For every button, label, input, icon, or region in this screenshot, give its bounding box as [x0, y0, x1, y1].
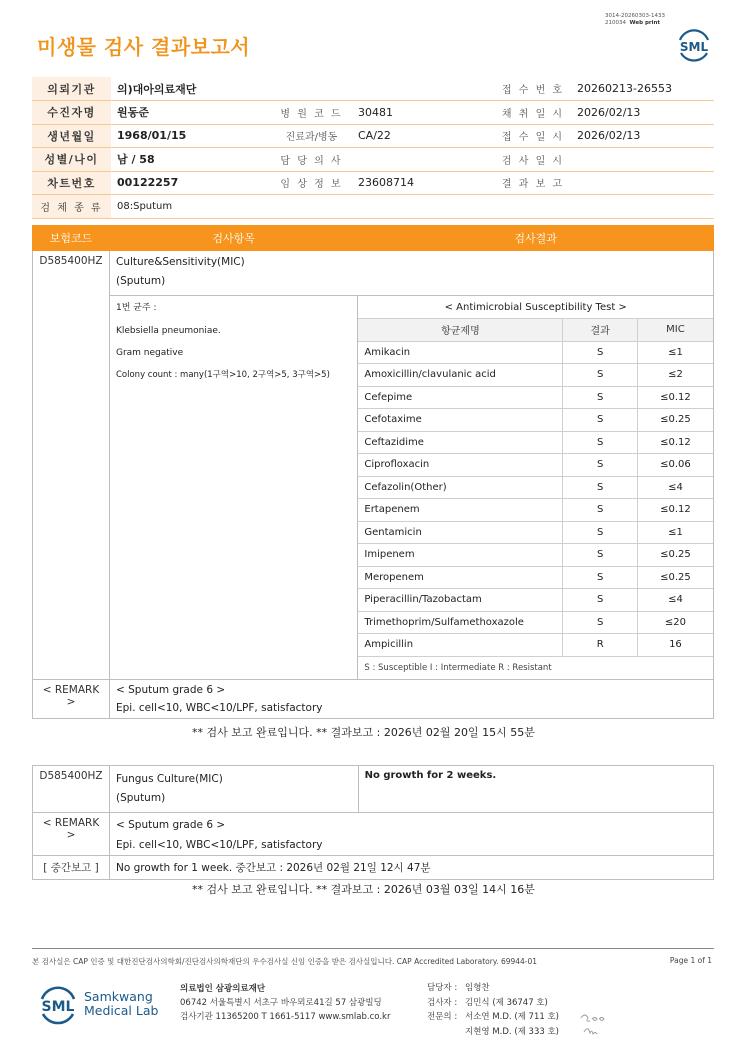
- ast-header-result: 결과: [563, 319, 637, 342]
- footer-divider: [32, 948, 714, 949]
- ast-row: [358, 499, 713, 522]
- req-org-value: 의)대아의료재단: [111, 77, 495, 101]
- test-specimen: (Sputum): [115, 275, 166, 287]
- req-org-label: 의뢰기관: [32, 77, 111, 101]
- sex-age-value: 남 / 58: [111, 148, 271, 172]
- ast-drug: Gentamicin: [358, 521, 563, 544]
- ast-row: [358, 454, 713, 477]
- logo-text: SML: [679, 40, 709, 54]
- ast-drug: Imipenem: [358, 544, 563, 567]
- clinical-value: 23608714: [352, 171, 495, 195]
- patient-info-table: [32, 77, 714, 219]
- staff-info: [427, 981, 559, 1039]
- ast-drug: Amoxicillin/clavulanic acid: [358, 364, 563, 387]
- hosp-code-label: 병 원 코 드: [271, 101, 352, 125]
- tester-name: 김민식 (제 36747 호): [465, 997, 548, 1008]
- brand-line1: Samkwang: [84, 989, 153, 1004]
- ast-result: S: [563, 611, 637, 634]
- ast-row: [358, 566, 713, 589]
- ast-mic: ≤0.25: [637, 544, 713, 567]
- document-id: [605, 13, 665, 26]
- organism-number: 1번 균주 :: [115, 303, 157, 313]
- ast-drug: Cefazolin(Other): [358, 476, 563, 499]
- ast-title: < Antimicrobial Susceptibility Test >: [358, 296, 713, 319]
- test-date-value: [571, 148, 714, 172]
- ast-body: [358, 341, 713, 656]
- doc-id-line1: 3014-20260303-1433: [605, 13, 665, 19]
- ast-drug: Ciprofloxacin: [358, 454, 563, 477]
- remark-detail: Epi. cell<10, WBC<10/LPF, satisfactory: [109, 696, 713, 719]
- doc-id-line2: 210034: [605, 19, 626, 26]
- ast-header-drug: 항균제명: [358, 319, 563, 342]
- brand-line2: Medical Lab: [84, 1003, 159, 1018]
- insurance-code: D585400HZ: [33, 251, 110, 680]
- ast-mic: ≤2: [637, 364, 713, 387]
- tester-label: 검사자 :: [427, 997, 458, 1008]
- sex-age-label: 성별/나이: [32, 148, 111, 172]
- signature-icon: [578, 1010, 612, 1040]
- collect-date-value: 2026/02/13: [571, 101, 714, 125]
- receipt-date-value: 2026/02/13: [571, 124, 714, 148]
- insurance-code-2: D585400HZ: [33, 766, 110, 813]
- expert-name-2: 지현영 M.D. (제 333 호): [465, 1026, 560, 1037]
- ast-row: [358, 386, 713, 409]
- ast-drug: Amikacin: [358, 341, 563, 364]
- organism-name: Klebsiella pneumoniae.: [115, 326, 221, 336]
- brand-name: [84, 990, 158, 1018]
- specimen-label: 검 체 종 류: [32, 195, 111, 219]
- birth-label: 생년월일: [32, 124, 111, 148]
- hosp-code-value: 30481: [352, 101, 495, 125]
- ast-table: [358, 296, 713, 679]
- ast-mic: ≤20: [637, 611, 713, 634]
- fungus-result-table: [32, 765, 714, 880]
- ast-row: [358, 476, 713, 499]
- ast-row: [358, 431, 713, 454]
- fungus-result: No growth for 2 weeks.: [358, 766, 713, 813]
- manager-label: 담당자 :: [427, 983, 458, 993]
- test-name-2: Fungus Culture(MIC): [115, 773, 223, 785]
- ast-drug: Meropenem: [358, 566, 563, 589]
- lab-name: 의료법인 삼광의료재단: [180, 984, 266, 994]
- ast-header-mic: MIC: [637, 319, 713, 342]
- dept-value: CA/22: [352, 124, 495, 148]
- ast-result: S: [563, 341, 637, 364]
- patient-value: 원동준: [111, 101, 271, 125]
- page-number: Page 1 of 1: [669, 956, 712, 965]
- culture-result-table: [32, 225, 714, 719]
- sml-logo-icon: [676, 26, 712, 62]
- remark-detail-2: Epi. cell<10, WBC<10/LPF, satisfactory: [109, 835, 713, 856]
- ast-mic: ≤4: [637, 476, 713, 499]
- ast-row: [358, 611, 713, 634]
- dept-label: 진료과/병동: [271, 124, 352, 148]
- ast-result: S: [563, 431, 637, 454]
- patient-label: 수진자명: [32, 101, 111, 125]
- test-name: Culture&Sensitivity(MIC): [115, 256, 245, 268]
- ast-mic: ≤0.25: [637, 566, 713, 589]
- chart-label: 차트번호: [32, 171, 111, 195]
- ast-legend: S : Susceptible I : Intermediate R : Resistant: [364, 662, 552, 673]
- lab-info: [180, 982, 390, 1024]
- ast-mic: ≤0.06: [637, 454, 713, 477]
- remark-grade-2: < Sputum grade 6 >: [109, 813, 713, 836]
- ast-result: S: [563, 499, 637, 522]
- ast-row: [358, 544, 713, 567]
- ast-drug: Cefotaxime: [358, 409, 563, 432]
- ast-result: S: [563, 476, 637, 499]
- logo-text-bottom: SML: [41, 999, 75, 1015]
- colony-count: Colony count : many(1구역>10, 2구역>5, 3구역>5): [115, 370, 330, 380]
- ast-result: S: [563, 409, 637, 432]
- report-complete-1: ** 검사 보고 완료입니다. ** 결과보고 : 2026년 02월 20일 15시 55분: [192, 726, 535, 739]
- ast-result: S: [563, 566, 637, 589]
- report-complete-2: ** 검사 보고 완료입니다. ** 결과보고 : 2026년 03월 03일 14시 16분: [192, 883, 535, 896]
- interim-report: No growth for 1 week. 중간보고 : 2026년 02월 21일 12시 47분: [109, 856, 713, 880]
- manager-name: 임형찬: [465, 983, 490, 993]
- col-item-header: 검사항목: [109, 226, 357, 251]
- ast-mic: ≤0.12: [637, 431, 713, 454]
- ast-result: S: [563, 544, 637, 567]
- ast-drug: Cefepime: [358, 386, 563, 409]
- specimen-value: 08:Sputum: [111, 195, 714, 219]
- ast-mic: ≤1: [637, 521, 713, 544]
- ast-drug: Trimethoprim/Sulfamethoxazole: [358, 611, 563, 634]
- remark-label: < REMARK >: [33, 679, 110, 718]
- ast-mic: ≤0.12: [637, 386, 713, 409]
- sml-logo-bottom-icon: [37, 983, 79, 1025]
- receipt-date-label: 접 수 일 시: [495, 124, 571, 148]
- ast-mic: 16: [637, 634, 713, 657]
- ast-result: R: [563, 634, 637, 657]
- ast-result: S: [563, 386, 637, 409]
- report-title: 미생물 검사 결과보고서: [37, 35, 251, 59]
- ast-mic: ≤1: [637, 341, 713, 364]
- ast-row: [358, 634, 713, 657]
- accreditation-note: 본 검사실은 CAP 인증 및 대한진단검사의학회/진단검사의학재단의 우수검사실 신임 인증을 받은 검사실입니다. CAP Accredited Laboratory. 69944-01: [32, 957, 538, 966]
- ast-row: [358, 589, 713, 612]
- ast-row: [358, 341, 713, 364]
- expert-label: 전문의 :: [427, 1012, 458, 1022]
- ast-drug: Ertapenem: [358, 499, 563, 522]
- ast-result: S: [563, 364, 637, 387]
- ast-mic: ≤0.25: [637, 409, 713, 432]
- clinical-label: 임 상 정 보: [271, 171, 352, 195]
- ast-row: [358, 409, 713, 432]
- ast-result: S: [563, 521, 637, 544]
- doctor-value: [352, 148, 495, 172]
- birth-value: 1968/01/15: [111, 124, 271, 148]
- col-code-header: 보험코드: [33, 226, 110, 251]
- ast-mic: ≤0.12: [637, 499, 713, 522]
- ast-row: [358, 521, 713, 544]
- test-date-label: 검 사 일 시: [495, 148, 571, 172]
- test-specimen-2: (Sputum): [115, 792, 166, 804]
- remark-grade: < Sputum grade 6 >: [109, 679, 713, 696]
- web-print-label: Web print: [629, 19, 661, 26]
- ast-drug: Ceftazidime: [358, 431, 563, 454]
- lab-address: 06742 서울특별시 서초구 바우뫼로41길 57 삼광빌딩: [180, 998, 382, 1008]
- expert-name-1: 서소연 M.D. (제 711 호): [465, 1012, 560, 1022]
- interim-label: [ 중간보고 ]: [33, 856, 110, 880]
- report-label: 결 과 보 고: [495, 171, 571, 195]
- lab-contact: 검사기관 11365200 T 1661-5117 www.smlab.co.kr: [180, 1012, 391, 1022]
- ast-row: [358, 364, 713, 387]
- gram-stain: Gram negative: [115, 348, 184, 358]
- ast-mic: ≤4: [637, 589, 713, 612]
- receipt-no-value: 20260213-26553: [571, 77, 714, 101]
- collect-date-label: 채 취 일 시: [495, 101, 571, 125]
- doctor-label: 담 당 의 사: [271, 148, 352, 172]
- receipt-no-label: 접 수 번 호: [495, 77, 571, 101]
- ast-drug: Piperacillin/Tazobactam: [358, 589, 563, 612]
- chart-value: 00122257: [111, 171, 271, 195]
- ast-result: S: [563, 454, 637, 477]
- report-value: [571, 171, 714, 195]
- ast-drug: Ampicillin: [358, 634, 563, 657]
- remark-label-2: < REMARK >: [33, 813, 110, 856]
- col-result-header: 검사결과: [358, 226, 714, 251]
- ast-result: S: [563, 589, 637, 612]
